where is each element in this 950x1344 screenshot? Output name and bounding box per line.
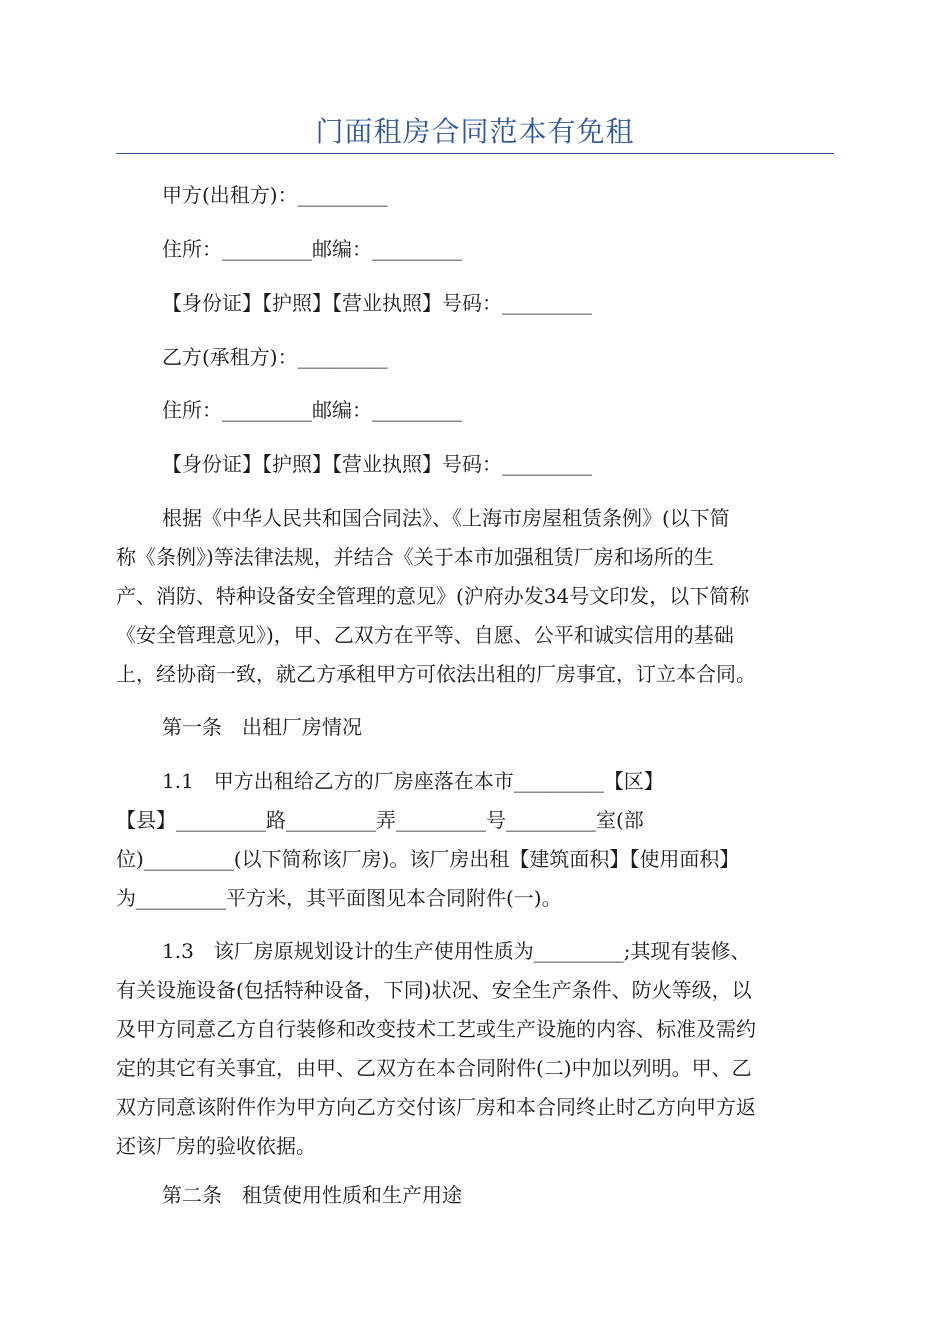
party-b-line: 乙方(承租方)：_________ xyxy=(162,345,388,369)
preamble-line-4: 《安全管理意见》)，甲、乙双方在平等、自愿、公平和诚实信用的基础 xyxy=(116,623,734,647)
clause-1-3-line-5: 双方同意该附件作为甲方向乙方交付该厂房和本合同终止时乙方向甲方返 xyxy=(116,1095,756,1119)
clause-1-3-line-2: 有关设施设备(包括特种设备，下同)状况、安全生产条件、防火等级，以 xyxy=(116,978,752,1002)
clause-1-3-line-4: 定的其它有关事宜，由甲、乙双方在本合同附件(二)中加以列明。甲、乙 xyxy=(116,1056,752,1080)
clause-1-3-line-6: 还该厂房的验收依据。 xyxy=(116,1134,316,1158)
preamble-line-5: 上，经协商一致，就乙方承租甲方可依法出租的厂房事宜，订立本合同。 xyxy=(116,662,756,686)
clause-1-3-line-1: 1.3 该厂房原规划设计的生产使用性质为_________;其现有装修、 xyxy=(162,939,751,963)
party-b-id-line: 【身份证】【护照】【营业执照】号码：_________ xyxy=(162,452,592,476)
clause-1-1-line-2: 【县】_________路_________弄_________号_________室(部 xyxy=(116,808,644,832)
party-a-address-line: 住所：_________邮编：_________ xyxy=(162,237,462,261)
title-divider xyxy=(116,153,834,154)
clause-1-1-line-1: 1.1 甲方出租给乙方的厂房座落在本市_________【区】 xyxy=(162,769,664,793)
party-a-line: 甲方(出租方)：_________ xyxy=(162,183,388,207)
preamble-line-1: 根据《中华人民共和国合同法》、《上海市房屋租赁条例》(以下简 xyxy=(162,506,730,530)
clause-1-3-line-3: 及甲方同意乙方自行装修和改变技术工艺或生产设施的内容、标准及需约 xyxy=(116,1017,756,1041)
article-2-heading: 第二条 租赁使用性质和生产用途 xyxy=(162,1183,462,1207)
article-1-heading: 第一条 出租厂房情况 xyxy=(162,715,362,739)
document-title: 门面租房合同范本有免租 xyxy=(315,115,635,148)
clause-1-1-line-3: 位)_________(以下简称该厂房)。该厂房出租【建筑面积】【使用面积】 xyxy=(116,847,740,871)
party-b-address-line: 住所：_________邮编：_________ xyxy=(162,398,462,422)
clause-1-1-line-4: 为_________平方米，其平面图见本合同附件(一)。 xyxy=(116,886,562,910)
preamble-line-3: 产、消防、特种设备安全管理的意见》(沪府办发34号文印发，以下简称 xyxy=(116,584,750,608)
preamble-line-2: 称《条例》)等法律法规，并结合《关于本市加强租赁厂房和场所的生 xyxy=(116,545,714,569)
party-a-id-line: 【身份证】【护照】【营业执照】号码：_________ xyxy=(162,291,592,315)
